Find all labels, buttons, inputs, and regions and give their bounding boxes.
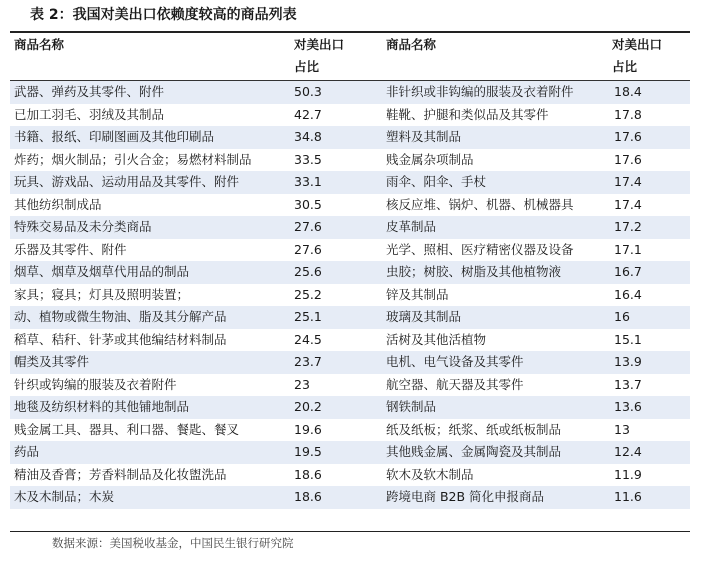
table-row bbox=[10, 239, 690, 262]
goods-table bbox=[10, 81, 690, 509]
goods-name-left: 精油及香膏；芳香料制品及化妆盥洗品 bbox=[14, 466, 227, 482]
goods-name-left: 已加工羽毛、羽绒及其制品 bbox=[14, 106, 165, 122]
share-value-right: 17.4 bbox=[614, 196, 642, 212]
goods-name-left: 武器、弹药及其零件、附件 bbox=[10, 81, 292, 104]
goods-name-left: 针织或钩编的服装及衣着附件 bbox=[14, 376, 177, 392]
goods-name-left: 动、植物或微生物油、脂及其分解产品 bbox=[10, 306, 292, 329]
goods-name-right: 纸及纸板；纸浆、纸或纸板制品 bbox=[386, 421, 562, 437]
share-value-right: 17.6 bbox=[610, 126, 690, 149]
top-rule bbox=[10, 31, 690, 33]
share-value-left: 23 bbox=[294, 376, 310, 392]
goods-name-right: 航空器、航天器及其零件 bbox=[386, 376, 524, 392]
share-value-right: 11.6 bbox=[610, 486, 690, 509]
bottom-rule bbox=[10, 531, 690, 532]
goods-name-right: 雨伞、阳伞、手杖 bbox=[384, 171, 610, 194]
share-value-right: 16 bbox=[610, 306, 690, 329]
table-row bbox=[10, 284, 690, 307]
table-row bbox=[10, 194, 690, 217]
share-value-left: 18.6 bbox=[292, 486, 384, 509]
goods-name-left: 特殊交易品及未分类商品 bbox=[10, 216, 292, 239]
share-value-left: 34.8 bbox=[292, 126, 384, 149]
goods-name-right: 跨境电商 B2B 简化申报商品 bbox=[384, 486, 610, 509]
share-value-right: 17.8 bbox=[614, 106, 642, 122]
goods-name-left: 炸药；烟火制品；引火合金；易燃材料制品 bbox=[14, 151, 252, 167]
share-value-left: 19.5 bbox=[292, 441, 384, 464]
share-value-left: 42.7 bbox=[294, 106, 322, 122]
goods-name-left: 贱金属工具、器具、利口器、餐匙、餐叉 bbox=[14, 421, 240, 437]
goods-name-right: 非针织或非钩编的服装及衣着附件 bbox=[384, 81, 610, 104]
share-value-right: 17.1 bbox=[614, 241, 642, 257]
share-value-right: 13.9 bbox=[610, 351, 690, 374]
table-row bbox=[10, 486, 690, 509]
table-row bbox=[10, 306, 690, 329]
goods-name-right: 鞋靴、护腿和类似品及其零件 bbox=[386, 106, 549, 122]
goods-name-right: 锌及其制品 bbox=[386, 286, 449, 302]
table-row bbox=[10, 104, 690, 127]
goods-name-right: 虫胶；树胶、树脂及其他植物液 bbox=[384, 261, 610, 284]
share-value-left: 25.6 bbox=[292, 261, 384, 284]
goods-name-left: 药品 bbox=[10, 441, 292, 464]
goods-name-left: 帽类及其零件 bbox=[10, 351, 292, 374]
header-share-left-line1: 对美出口 bbox=[294, 37, 345, 52]
goods-name-right: 贱金属杂项制品 bbox=[386, 151, 474, 167]
share-value-left: 24.5 bbox=[294, 331, 322, 347]
share-value-right: 16.7 bbox=[610, 261, 690, 284]
share-value-right: 17.6 bbox=[614, 151, 642, 167]
share-value-right: 16.4 bbox=[614, 286, 642, 302]
share-value-left: 25.2 bbox=[294, 286, 322, 302]
share-value-left: 30.5 bbox=[294, 196, 322, 212]
goods-name-left: 玩具、游戏品、运动用品及其零件、附件 bbox=[10, 171, 292, 194]
share-value-left: 33.5 bbox=[294, 151, 322, 167]
table-row bbox=[10, 441, 690, 464]
share-value-left: 20.2 bbox=[292, 396, 384, 419]
share-value-left: 27.6 bbox=[294, 241, 322, 257]
share-value-right: 12.4 bbox=[610, 441, 690, 464]
goods-name-left: 书籍、报纸、印刷图画及其他印刷品 bbox=[10, 126, 292, 149]
goods-name-right: 活树及其他活植物 bbox=[386, 331, 487, 347]
share-value-left: 23.7 bbox=[292, 351, 384, 374]
table-row bbox=[10, 351, 690, 374]
table-row bbox=[10, 171, 690, 194]
share-value-right: 13.6 bbox=[610, 396, 690, 419]
share-value-right: 15.1 bbox=[614, 331, 642, 347]
goods-name-left: 稻草、秸秆、针茅或其他编结材料制品 bbox=[14, 331, 227, 347]
data-source-note: 数据来源：美国税收基金，中国民生银行研究院 bbox=[52, 536, 294, 550]
header-share-right-line2: 占比 bbox=[612, 59, 638, 74]
share-value-left: 18.6 bbox=[294, 466, 322, 482]
table-row bbox=[10, 261, 690, 284]
share-value-right: 13.7 bbox=[614, 376, 642, 392]
share-value-right: 17.2 bbox=[610, 216, 690, 239]
share-value-left: 50.3 bbox=[292, 81, 384, 104]
table-title: 表 2：我国对美出口依赖度较高的商品列表 bbox=[30, 7, 297, 23]
goods-name-right: 钢铁制品 bbox=[384, 396, 610, 419]
table-row bbox=[10, 419, 690, 442]
table-row bbox=[10, 464, 690, 487]
share-value-left: 33.1 bbox=[292, 171, 384, 194]
share-value-left: 19.6 bbox=[294, 421, 322, 437]
share-value-right: 13 bbox=[614, 421, 630, 437]
goods-name-right: 电机、电气设备及其零件 bbox=[384, 351, 610, 374]
share-value-right: 18.4 bbox=[610, 81, 690, 104]
table-row bbox=[10, 374, 690, 397]
goods-name-right: 其他贱金属、金属陶瓷及其制品 bbox=[384, 441, 610, 464]
goods-name-left: 其他纺织制成品 bbox=[14, 196, 102, 212]
goods-name-right: 皮革制品 bbox=[384, 216, 610, 239]
header-name-right: 商品名称 bbox=[386, 37, 437, 52]
goods-name-right: 塑料及其制品 bbox=[384, 126, 610, 149]
share-value-left: 25.1 bbox=[292, 306, 384, 329]
goods-name-left: 家具；寝具；灯具及照明装置； bbox=[14, 286, 190, 302]
goods-name-left: 木及木制品；木炭 bbox=[10, 486, 292, 509]
goods-name-left: 乐器及其零件、附件 bbox=[14, 241, 127, 257]
share-value-right: 11.9 bbox=[614, 466, 642, 482]
goods-name-right: 光学、照相、医疗精密仪器及设备 bbox=[386, 241, 574, 257]
header-name-left: 商品名称 bbox=[14, 37, 65, 52]
share-value-left: 27.6 bbox=[292, 216, 384, 239]
goods-name-left: 地毯及纺织材料的其他铺地制品 bbox=[10, 396, 292, 419]
table-row bbox=[10, 396, 690, 419]
goods-name-right: 玻璃及其制品 bbox=[384, 306, 610, 329]
table-row bbox=[10, 329, 690, 352]
share-value-right: 17.4 bbox=[610, 171, 690, 194]
table-row bbox=[10, 149, 690, 172]
header-share-right-line1: 对美出口 bbox=[612, 37, 663, 52]
goods-name-right: 核反应堆、锅炉、机器、机械器具 bbox=[386, 196, 574, 212]
header-share-left-line2: 占比 bbox=[294, 59, 320, 74]
table-row bbox=[10, 216, 690, 239]
table-row bbox=[10, 81, 690, 104]
goods-name-left: 烟草、烟草及烟草代用品的制品 bbox=[10, 261, 292, 284]
table-row bbox=[10, 126, 690, 149]
goods-name-right: 软木及软木制品 bbox=[386, 466, 474, 482]
